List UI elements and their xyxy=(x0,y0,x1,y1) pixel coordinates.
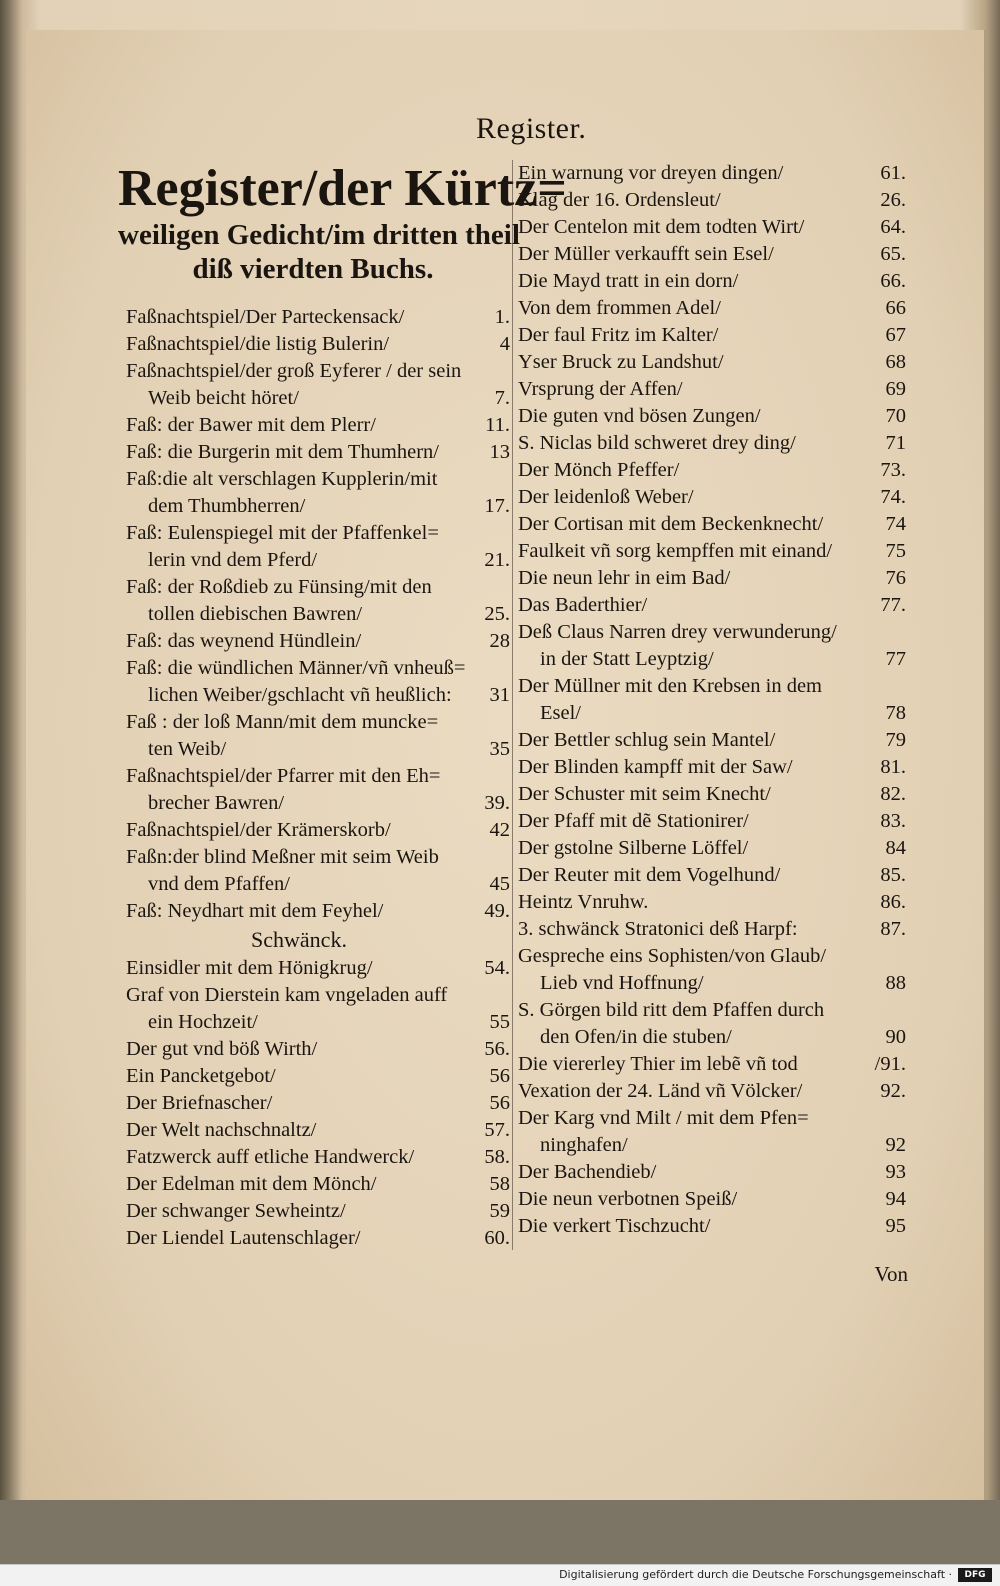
entry-text: Graf von Dierstein kam vngeladen auff xyxy=(126,984,448,1006)
register-entry xyxy=(518,403,908,430)
entry-text: Die viererley Thier im lebẽ vñ tod xyxy=(518,1053,798,1075)
page-number: 81. xyxy=(880,756,906,778)
entry-line xyxy=(518,349,908,376)
page-number: 87. xyxy=(880,918,906,940)
register-entry xyxy=(518,484,908,511)
page-number: 21. xyxy=(484,549,510,571)
page-number: 88 xyxy=(885,972,906,994)
page-number: 26. xyxy=(880,189,906,211)
entry-line xyxy=(518,160,908,187)
column-divider xyxy=(512,160,513,1250)
entry-line xyxy=(126,1009,512,1036)
entry-text: Deß Claus Narren drey verwunderung/ xyxy=(518,621,837,643)
entry-text: Der Pfaff mit dẽ Stationirer/ xyxy=(518,810,749,832)
page-number: 59 xyxy=(489,1200,510,1222)
page-number: 66 xyxy=(885,297,906,319)
entry-line xyxy=(518,511,908,538)
entry-line xyxy=(518,1024,908,1051)
entry-text: Faß: der Bawer mit dem Plerr/ xyxy=(126,414,376,436)
register-entry xyxy=(518,322,908,349)
page-number: 1. xyxy=(494,306,510,328)
page-number: 69 xyxy=(885,378,906,400)
page-number: 39. xyxy=(484,792,510,814)
register-entry xyxy=(126,628,512,655)
right-entries xyxy=(518,160,908,1240)
entry-text: Faß: die Burgerin mit dem Thumhern/ xyxy=(126,441,439,463)
register-entry xyxy=(518,1159,908,1186)
entry-text: Der Schuster mit seim Knecht/ xyxy=(518,783,771,805)
register-entry xyxy=(518,808,908,835)
register-entry xyxy=(518,997,908,1051)
entry-line xyxy=(518,916,908,943)
entry-line xyxy=(126,601,512,628)
register-entry xyxy=(518,1105,908,1159)
digitization-footer xyxy=(0,1564,1000,1586)
entry-line xyxy=(518,727,908,754)
entry-line xyxy=(126,1144,512,1171)
entry-text: Faß:die alt verschlagen Kupplerin/mit xyxy=(126,468,438,490)
entry-text: Faß: Eulenspiegel mit der Pfaffenkel= xyxy=(126,522,439,544)
entry-line xyxy=(126,1117,512,1144)
page-number: 93 xyxy=(885,1161,906,1183)
entry-text: in der Statt Leyptzig/ xyxy=(540,648,714,670)
register-entry xyxy=(518,889,908,916)
footer-credit: Digitalisierung gefördert durch die Deutsche Forschungsgemeinschaft · xyxy=(559,1568,952,1581)
entry-text: Gespreche eins Sophisten/von Glaub/ xyxy=(518,945,827,967)
entry-line xyxy=(126,1036,512,1063)
entry-line xyxy=(126,1198,512,1225)
page-number: /91. xyxy=(874,1053,906,1075)
register-entry xyxy=(126,655,512,709)
entry-text: ten Weib/ xyxy=(148,738,227,760)
entry-text: Vrsprung der Affen/ xyxy=(518,378,683,400)
page-number: 11. xyxy=(485,414,510,436)
entry-text: Der Mönch Pfeffer/ xyxy=(518,459,680,481)
entry-text: Faß: der Roßdieb zu Fünsing/mit den xyxy=(126,576,432,598)
page-number: 55 xyxy=(489,1011,510,1033)
register-entry xyxy=(126,1063,512,1090)
entry-line xyxy=(518,1105,908,1132)
register-entry xyxy=(126,709,512,763)
entry-text: Die neun lehr in eim Bad/ xyxy=(518,567,731,589)
page-number: 85. xyxy=(880,864,906,886)
entry-line xyxy=(518,889,908,916)
page-number: 66. xyxy=(880,270,906,292)
page-number: 17. xyxy=(484,495,510,517)
entry-line xyxy=(518,565,908,592)
entry-text: Der Welt nachschnaltz/ xyxy=(126,1119,317,1141)
entry-text: Der Edelman mit dem Mönch/ xyxy=(126,1173,377,1195)
register-entry xyxy=(518,511,908,538)
entry-text: Lieb vnd Hoffnung/ xyxy=(540,972,704,994)
entry-line xyxy=(126,871,512,898)
register-entry xyxy=(126,1036,512,1063)
entry-text: Der Karg vnd Milt / mit dem Pfen= xyxy=(518,1107,809,1129)
page-number: 49. xyxy=(484,900,510,922)
entry-text: Faßnachtspiel/die listig Bulerin/ xyxy=(126,333,390,355)
register-entry xyxy=(126,304,512,331)
entry-line xyxy=(518,268,908,295)
entry-text: S. Niclas bild schweret drey ding/ xyxy=(518,432,796,454)
entry-line xyxy=(126,1063,512,1090)
entry-line xyxy=(518,1159,908,1186)
entry-line xyxy=(518,1213,908,1240)
entry-line xyxy=(126,439,512,466)
register-entry xyxy=(126,817,512,844)
page-number: 86. xyxy=(880,891,906,913)
entry-line xyxy=(126,412,512,439)
page-number: 73. xyxy=(880,459,906,481)
running-header: Register. xyxy=(476,112,587,145)
entry-text: Fatzwerck auff etliche Handwerck/ xyxy=(126,1146,415,1168)
entry-text: Der gut vnd böß Wirth/ xyxy=(126,1038,318,1060)
entry-text: Der Bachendieb/ xyxy=(518,1161,657,1183)
register-entry xyxy=(518,187,908,214)
register-entry xyxy=(518,1186,908,1213)
entry-text: Die Mayd tratt in ein dorn/ xyxy=(518,270,739,292)
entry-line xyxy=(518,430,908,457)
entry-line xyxy=(518,1078,908,1105)
register-entry xyxy=(126,898,512,925)
register-entry xyxy=(126,331,512,358)
entry-text: Faß: das weynend Hündlein/ xyxy=(126,630,362,652)
page-number: 57. xyxy=(484,1119,510,1141)
page-number: 92. xyxy=(880,1080,906,1102)
entry-text: Der Briefnascher/ xyxy=(126,1092,273,1114)
entry-line xyxy=(518,592,908,619)
entry-line xyxy=(518,538,908,565)
entry-line xyxy=(518,808,908,835)
entry-line xyxy=(126,1090,512,1117)
entry-text: tollen diebischen Bawren/ xyxy=(148,603,363,625)
register-entry xyxy=(518,457,908,484)
entry-line xyxy=(518,241,908,268)
page-number: 31 xyxy=(489,684,510,706)
entry-text: Der Reuter mit dem Vogelhund/ xyxy=(518,864,781,886)
register-entry xyxy=(126,844,512,898)
register-entry xyxy=(126,358,512,412)
register-entry xyxy=(518,1078,908,1105)
entry-line xyxy=(518,997,908,1024)
entry-line xyxy=(126,304,512,331)
register-entry xyxy=(126,1198,512,1225)
entry-line xyxy=(518,1132,908,1159)
left-column xyxy=(126,304,512,1252)
page-number: 71 xyxy=(885,432,906,454)
page-number: 74. xyxy=(880,486,906,508)
entry-line xyxy=(126,466,512,493)
entry-text: Der Bettler schlug sein Mantel/ xyxy=(518,729,776,751)
entry-text: Die verkert Tischzucht/ xyxy=(518,1215,711,1237)
entry-text: Klag der 16. Ordensleut/ xyxy=(518,189,721,211)
register-entry xyxy=(518,835,908,862)
register-entry xyxy=(126,520,512,574)
register-entry xyxy=(126,439,512,466)
entry-line xyxy=(518,214,908,241)
register-entry xyxy=(518,862,908,889)
page-number: 42 xyxy=(489,819,510,841)
page-number: 83. xyxy=(880,810,906,832)
entry-line xyxy=(518,1186,908,1213)
entry-text: Der Müller verkaufft sein Esel/ xyxy=(518,243,774,265)
page-number: 35 xyxy=(489,738,510,760)
entry-line xyxy=(126,817,512,844)
register-entry xyxy=(126,1225,512,1252)
page-number: 60. xyxy=(484,1227,510,1249)
page-number: 77 xyxy=(885,648,906,670)
entry-text: Weib beicht höret/ xyxy=(148,387,299,409)
entry-line xyxy=(518,943,908,970)
entry-text: Faßnachtspiel/der Pfarrer mit den Eh= xyxy=(126,765,441,787)
entry-line xyxy=(518,754,908,781)
register-entry xyxy=(126,574,512,628)
dfg-logo: DFG xyxy=(958,1568,992,1582)
page-number: 90 xyxy=(885,1026,906,1048)
register-entry xyxy=(518,349,908,376)
page-number: 58 xyxy=(489,1173,510,1195)
entry-text: lichen Weiber/gschlacht vñ heußlich: xyxy=(148,684,452,706)
register-entry xyxy=(518,295,908,322)
page-number: 76 xyxy=(885,567,906,589)
entry-text: Das Baderthier/ xyxy=(518,594,648,616)
entry-line xyxy=(126,955,512,982)
page-number: 84 xyxy=(885,837,906,859)
page-number: 82. xyxy=(880,783,906,805)
page-number: 4 xyxy=(499,333,510,355)
entry-line xyxy=(518,403,908,430)
entry-text: Ein warnung vor dreyen dingen/ xyxy=(518,162,784,184)
entry-text: ninghafen/ xyxy=(540,1134,628,1156)
entry-line xyxy=(126,655,512,682)
entry-line xyxy=(126,682,512,709)
entry-line xyxy=(126,547,512,574)
entry-text: Der Centelon mit dem todten Wirt/ xyxy=(518,216,805,238)
page-number: 70 xyxy=(885,405,906,427)
entry-line xyxy=(126,520,512,547)
entry-text: Der Liendel Lautenschlager/ xyxy=(126,1227,361,1249)
entry-line xyxy=(126,982,512,1009)
page-number: 54. xyxy=(484,957,510,979)
register-title xyxy=(118,160,567,286)
register-entry xyxy=(126,412,512,439)
page-number: 95 xyxy=(885,1215,906,1237)
entry-line xyxy=(518,835,908,862)
entry-text: Yser Bruck zu Landshut/ xyxy=(518,351,724,373)
entry-text: S. Görgen bild ritt dem Pfaffen durch xyxy=(518,999,825,1021)
entry-text: Der Cortisan mit dem Beckenknecht/ xyxy=(518,513,824,535)
register-entry xyxy=(518,1213,908,1240)
register-entry xyxy=(518,160,908,187)
register-entry xyxy=(518,538,908,565)
left-entries-schwaenck xyxy=(126,955,512,1252)
entry-text: Faß: Neydhart mit dem Feyhel/ xyxy=(126,900,384,922)
entry-text: Der Müllner mit den Krebsen in dem xyxy=(518,675,823,697)
register-entry xyxy=(518,943,908,997)
title-line-3: diß vierdten Buchs. xyxy=(192,253,434,285)
entry-line xyxy=(518,619,908,646)
entry-text: Faulkeit vñ sorg kempffen mit einand/ xyxy=(518,540,833,562)
entry-text: Der schwanger Sewheintz/ xyxy=(126,1200,346,1222)
page-number: 65. xyxy=(880,243,906,265)
entry-line xyxy=(126,628,512,655)
page-number: 45 xyxy=(489,873,510,895)
entry-line xyxy=(126,844,512,871)
register-entry xyxy=(518,754,908,781)
page-number: 78 xyxy=(885,702,906,724)
entry-line xyxy=(126,331,512,358)
entry-text: dem Thumbherren/ xyxy=(148,495,306,517)
entry-line xyxy=(126,736,512,763)
register-entry xyxy=(518,916,908,943)
page-number: 77. xyxy=(880,594,906,616)
register-entry xyxy=(518,268,908,295)
entry-line xyxy=(126,790,512,817)
entry-line xyxy=(518,484,908,511)
title-line-2: weiligen Gedicht/im dritten theil xyxy=(118,219,520,251)
register-entry xyxy=(518,727,908,754)
entry-line xyxy=(518,322,908,349)
entry-text: Von dem frommen Adel/ xyxy=(518,297,721,319)
register-entry xyxy=(518,673,908,727)
entry-line xyxy=(126,1225,512,1252)
entry-line xyxy=(518,646,908,673)
register-entry xyxy=(518,565,908,592)
entry-line xyxy=(126,358,512,385)
entry-line xyxy=(126,898,512,925)
entry-text: Esel/ xyxy=(540,702,581,724)
entry-line xyxy=(518,781,908,808)
section-heading-schwanck: Schwänck. xyxy=(251,927,347,952)
entry-line xyxy=(126,1171,512,1198)
entry-text: Faßnachtspiel/der Krämerskorb/ xyxy=(126,819,391,841)
entry-text: Der gstolne Silberne Löffel/ xyxy=(518,837,749,859)
page-number: 94 xyxy=(885,1188,906,1210)
entry-line xyxy=(126,709,512,736)
page-number: 56 xyxy=(489,1092,510,1114)
register-entry xyxy=(518,214,908,241)
entry-text: Die guten vnd bösen Zungen/ xyxy=(518,405,761,427)
register-entry xyxy=(518,241,908,268)
entry-text: Die neun verbotnen Speiß/ xyxy=(518,1188,738,1210)
entry-line xyxy=(518,970,908,997)
entry-text: Faßn:der blind Meßner mit seim Weib xyxy=(126,846,439,868)
page-number: 67 xyxy=(885,324,906,346)
register-entry xyxy=(518,781,908,808)
entry-line xyxy=(518,700,908,727)
register-entry xyxy=(518,619,908,673)
page-number: 74 xyxy=(885,513,906,535)
page-number: 92 xyxy=(885,1134,906,1156)
page-number: 56 xyxy=(489,1065,510,1087)
entry-text: Der Blinden kampff mit der Saw/ xyxy=(518,756,793,778)
entry-line xyxy=(518,1051,908,1078)
register-entry xyxy=(126,1171,512,1198)
entry-text: Faß: die wündlichen Männer/vñ vnheuß= xyxy=(126,657,466,679)
entry-text: vnd dem Pfaffen/ xyxy=(148,873,290,895)
page-number: 79 xyxy=(885,729,906,751)
entry-text: den Ofen/in die stuben/ xyxy=(540,1026,732,1048)
entry-text: brecher Bawren/ xyxy=(148,792,285,814)
entry-text: Der leidenloß Weber/ xyxy=(518,486,694,508)
register-entry xyxy=(126,1090,512,1117)
page-number: 13 xyxy=(489,441,510,463)
register-entry xyxy=(126,982,512,1036)
entry-text: lerin vnd dem Pferd/ xyxy=(148,549,318,571)
entry-line xyxy=(126,493,512,520)
entry-text: Faß : der loß Mann/mit dem muncke= xyxy=(126,711,439,733)
entry-line xyxy=(518,862,908,889)
register-entry xyxy=(518,430,908,457)
page-number: 25. xyxy=(484,603,510,625)
register-entry xyxy=(518,592,908,619)
page-number: 58. xyxy=(484,1146,510,1168)
entry-text: Heintz Vnruhw. xyxy=(518,891,649,913)
entry-text: Der faul Fritz im Kalter/ xyxy=(518,324,719,346)
register-entry xyxy=(518,376,908,403)
register-entry xyxy=(126,1117,512,1144)
entry-line xyxy=(518,457,908,484)
entry-line xyxy=(126,385,512,412)
left-entries xyxy=(126,304,512,925)
register-entry xyxy=(518,1051,908,1078)
register-entry xyxy=(126,1144,512,1171)
entry-line xyxy=(518,673,908,700)
register-entry xyxy=(126,763,512,817)
title-line-1: Register/der Kürtz= xyxy=(118,160,567,217)
page-number: 61. xyxy=(880,162,906,184)
page-number: 7. xyxy=(494,387,510,409)
entry-text: Ein Pancketgebot/ xyxy=(126,1065,276,1087)
entry-text: Faßnachtspiel/Der Parteckensack/ xyxy=(126,306,405,328)
entry-text: Faßnachtspiel/der groß Eyferer / der sein xyxy=(126,360,462,382)
entry-text: Einsidler mit dem Hönigkrug/ xyxy=(126,957,373,979)
page-number: 28 xyxy=(489,630,510,652)
entry-line xyxy=(126,574,512,601)
page-number: 56. xyxy=(484,1038,510,1060)
entry-text: Vexation der 24. Länd vñ Völcker/ xyxy=(518,1080,803,1102)
entry-line xyxy=(518,187,908,214)
page-number: 75 xyxy=(885,540,906,562)
entry-text: ein Hochzeit/ xyxy=(148,1011,258,1033)
entry-line xyxy=(126,763,512,790)
catchword: Von xyxy=(874,1262,908,1286)
entry-line xyxy=(518,376,908,403)
right-column xyxy=(518,160,908,1240)
register-entry xyxy=(126,955,512,982)
scanner-bed xyxy=(0,1500,1000,1564)
register-entry xyxy=(126,466,512,520)
entry-text: 3. schwänck Stratonici deß Harpf: xyxy=(518,918,798,940)
entry-line xyxy=(518,295,908,322)
page-number: 68 xyxy=(885,351,906,373)
page-number: 64. xyxy=(880,216,906,238)
